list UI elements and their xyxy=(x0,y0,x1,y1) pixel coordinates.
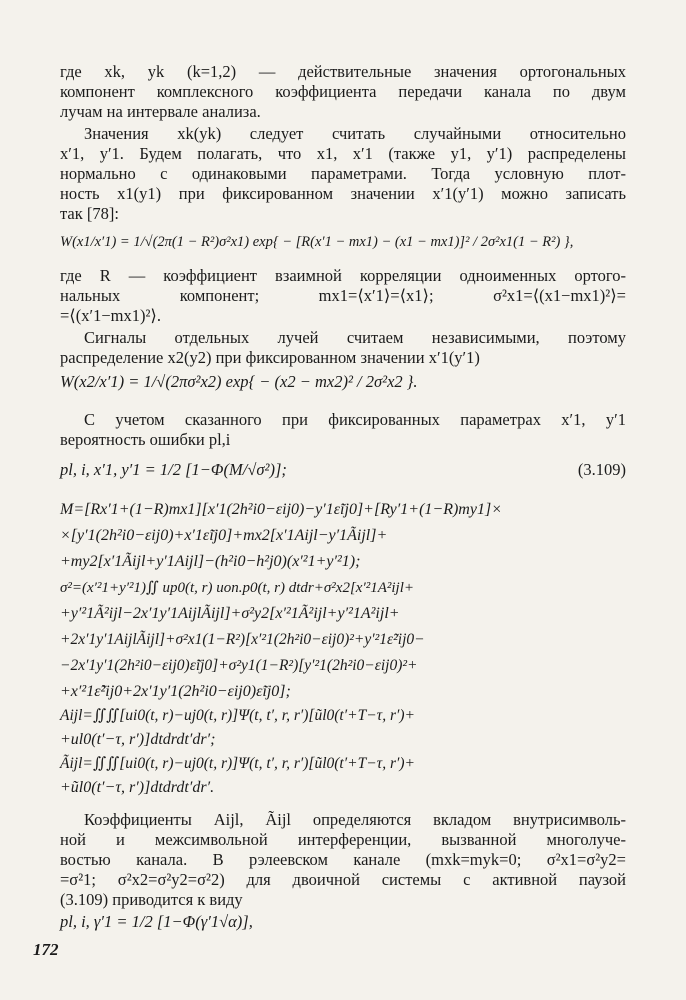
equation-line: ×[y′1(2h²i0−εij0)+x′1ε̃ij0]+mx2[x′1Aijl−y′1Ãijl]+ xyxy=(60,527,388,544)
text-line: лучам на интервале анализа. xyxy=(60,102,261,121)
equation-line: Ãijl=∬∬[ui0(t, r)−uj0(t, r)]Ψ(t, t′, r, r′)[ũl0(t′+T−τ, r′)+ xyxy=(60,755,415,772)
text-line: компонент комплексного коэффициента передачи канала по двум xyxy=(60,82,626,101)
text-line: нальных компонент; mx1=⟨x′1⟩=⟨x1⟩; σ²x1=⟨(x1−mx1)²⟩= xyxy=(60,286,626,305)
text-line: Коэффициенты Aijl, Ãijl определяются вкладом внутрисимволь- xyxy=(84,810,626,829)
text-line: ность x1(y1) при фиксированном значении x′1(y′1) можно записать xyxy=(60,184,626,203)
equation-line: +x′²1ε̃²ij0+2x′1y′1(2h²i0−εij0)ε̃ij0]; xyxy=(60,683,291,700)
equation-line: +ũl0(t′−τ, r′)]dtdrdt′dr′. xyxy=(60,779,215,796)
text-line: где xk, yk (k=1,2) — действительные значения ортогональных xyxy=(60,62,626,81)
text-line: Сигналы отдельных лучей считаем независимыми, поэтому xyxy=(84,328,626,347)
equation-line: −2x′1y′1(2h²i0−εij0)ε̃ij0]+σ²y1(1−R²)[y′²1(2h²i0−εij0)²+ xyxy=(60,657,418,674)
text-line: вероятность ошибки pl,i xyxy=(60,430,231,449)
text-line: ной и межсимвольной интерференции, вызванной многолуче- xyxy=(60,830,626,849)
equation-line: +my2[x′1Ãijl+y′1Aijl]−(h²i0−h²j0)(x′²1+y′²1); xyxy=(60,553,361,570)
equation-body: pl, i, x′1, y′1 = 1/2 [1−Φ(M/√σ²)]; xyxy=(60,460,287,479)
equation-line: M=[Rx′1+(1−R)mx1][x′1(2h²i0−εij0)−y′1ε̃ij0]+[Ry′1+(1−R)my1]× xyxy=(60,501,502,518)
text-line: x′1, y′1. Будем полагать, что x1, x′1 (также y1, y′1) распределены xyxy=(60,144,626,163)
text-line: где R — коэффициент взаимной корреляции одноименных ортого- xyxy=(60,266,626,285)
equation-number: (3.109) xyxy=(577,460,626,479)
equation-line: σ²=(x′²1+y′²1)∬ up0(t, r) uоп.p0(t, r) dtdr+σ²x2[x′²1A²ijl+ xyxy=(60,580,415,596)
text-line: так [78]: xyxy=(60,204,119,223)
text-line: С учетом сказанного при фиксированных параметрах x′1, y′1 xyxy=(84,410,626,429)
text-line: =σ²1; σ²x2=σ²y2=σ²2) для двоичной системы с активной паузой xyxy=(60,870,626,889)
equation-3-109 xyxy=(60,460,626,480)
text-line: =⟨(x′1−mx1)²⟩. xyxy=(60,306,161,325)
text-line: (3.109) приводится к виду xyxy=(60,890,243,909)
equation-final: pl, i, γ′1 = 1/2 [1−Φ(γ′1√α)], xyxy=(60,912,253,931)
equation-w-x2: W(x2/x′1) = 1/√(2πσ²x2) exp{ − (x2 − mx2)² / 2σ²x2 }. xyxy=(60,372,418,391)
text-line: распределение x2(y2) при фиксированном значении x′1(y′1) xyxy=(60,348,480,367)
equation-w-x1: W(x1/x′1) = 1/√(2π(1 − R²)σ²x1) exp{ − [R(x′1 − mx1) − (x1 − mx1)]² / 2σ²x1(1 − R²) }, xyxy=(60,234,574,250)
text-line: нормально с одинаковыми параметрами. Тогда условную плот- xyxy=(60,164,626,183)
equation-line: +ul0(t′−τ, r′)]dtdrdt′dr′; xyxy=(60,731,216,748)
equation-line: +y′²1Ã²ijl−2x′1y′1AijlÃijl]+σ²y2[x′²1Ã²ijl+y′²1A²ijl+ xyxy=(60,605,400,622)
text-line: востью канала. В рэлеевском канале (mxk=myk=0; σ²x1=σ²y2= xyxy=(60,850,626,869)
equation-line: Aijl=∬∬[ui0(t, r)−uj0(t, r)]Ψ(t, t′, r, r′)[ũl0(t′+T−τ, r′)+ xyxy=(60,707,415,724)
equation-line: +2x′1y′1AijlÃijl]+σ²x1(1−R²)[x′²1(2h²i0−εij0)²+y′²1ε̃²ij0− xyxy=(60,631,425,648)
page-number: 172 xyxy=(33,940,59,959)
text-line: Значения xk(yk) следует считать случайными относительно xyxy=(84,124,626,143)
